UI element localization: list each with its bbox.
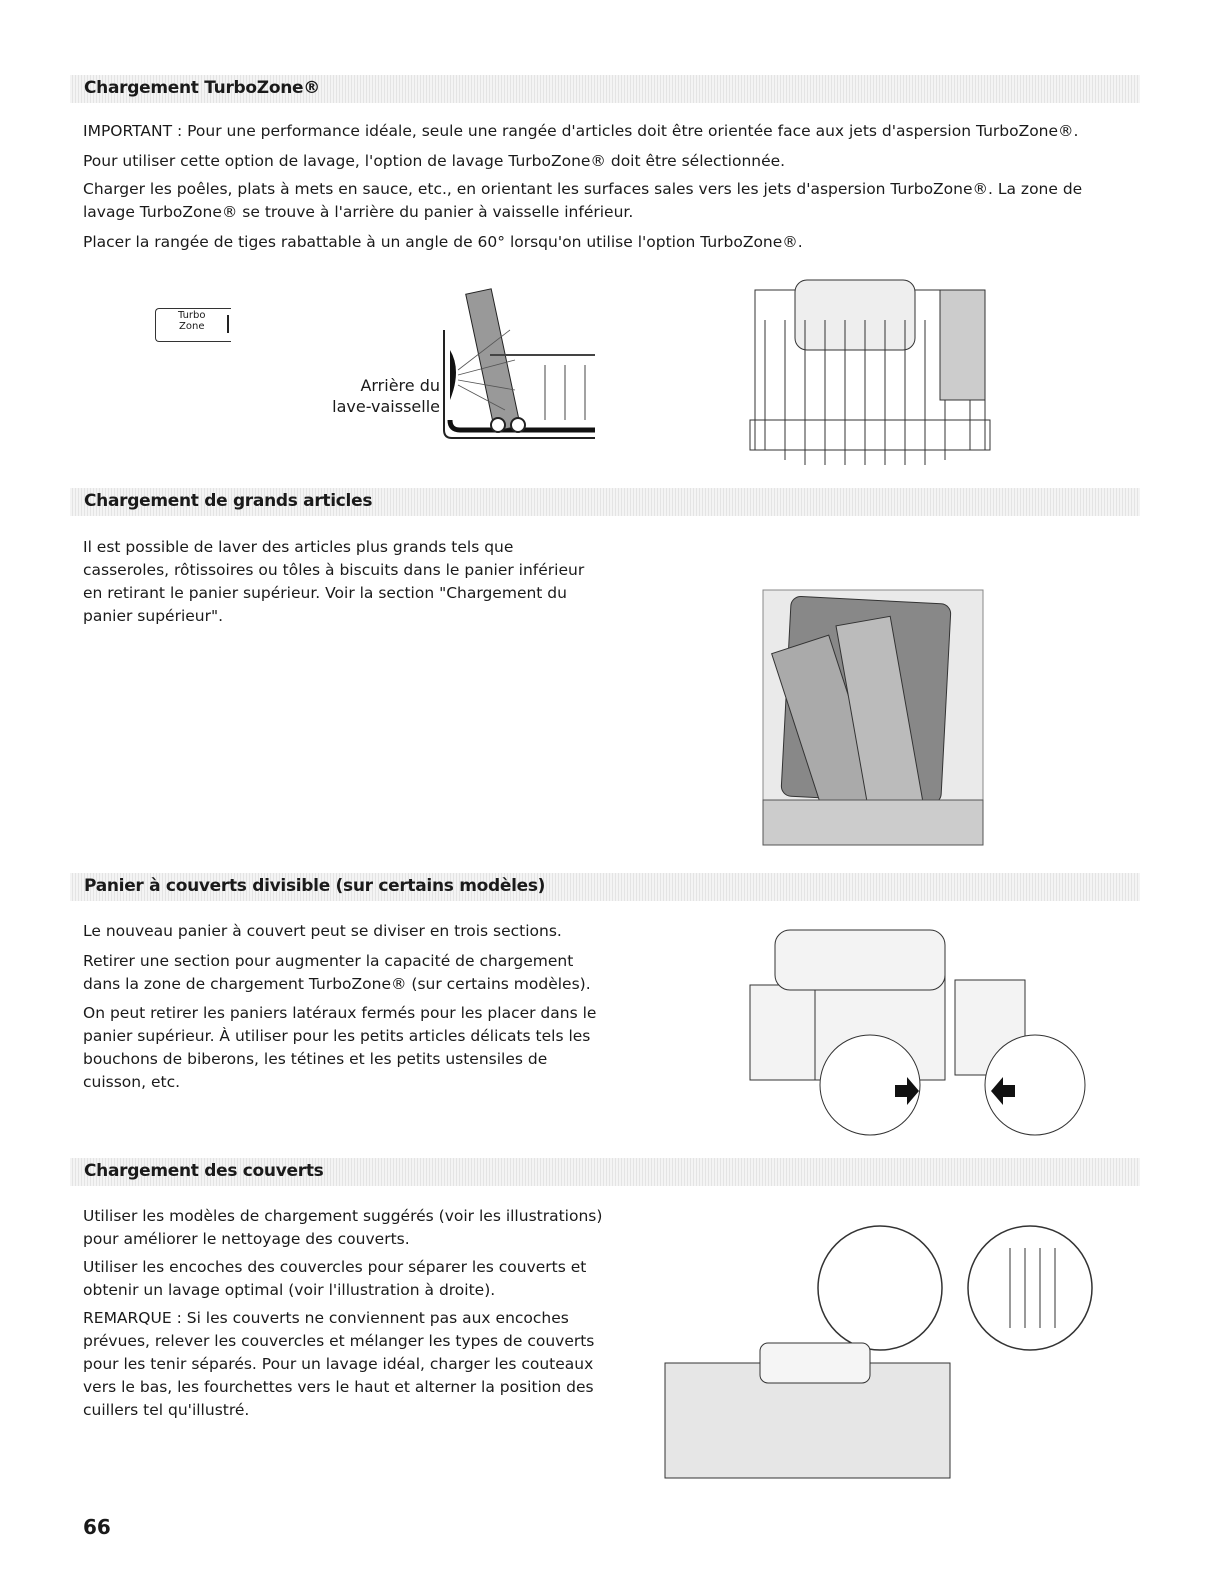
- lower-rack-illustration: [745, 270, 995, 485]
- section-header: [70, 75, 1140, 103]
- heading-divisible-basket: Panier à couverts divisible (sur certains modèles): [84, 876, 546, 896]
- divisible-basket-illustration: [745, 925, 1095, 1150]
- paragraph: Pour utiliser cette option de lavage, l'option de lavage TurboZone® doit être sélectionnée.: [83, 152, 786, 170]
- paragraph: Utiliser les modèles de chargement suggérés (voir les illustrations) pour améliorer le nettoyage des couverts.: [83, 1207, 603, 1248]
- rear-label: Arrière du lave-vaisselle: [332, 376, 440, 416]
- section-header: [70, 488, 1140, 516]
- heading-large-items: Chargement de grands articles: [84, 491, 373, 511]
- button-label: Zone: [179, 321, 205, 332]
- page-number: 66: [83, 1515, 111, 1539]
- paragraph: Placer la rangée de tiges rabattable à un angle de 60° lorsqu'on utilise l'option TurboZone®.: [83, 233, 803, 251]
- paragraph: Il est possible de laver des articles plus grands tels que casseroles, rôtissoires ou tôles à biscuits dans le panier inférieur en retirant le panier supérieur. Voir la section "Chargement du panier supérieur".: [83, 538, 585, 625]
- paragraph: Charger les poêles, plats à mets en sauce, etc., en orientant les surfaces sales vers les jets d'aspersion TurboZone®. La zone de lavage TurboZone® se trouve à l'arrière du panier à vaisselle inférieur.: [83, 180, 1083, 221]
- paragraph: REMARQUE : Si les couverts ne conviennent pas aux encoches prévues, relever les couvercles et mélanger les types de couverts pour les tenir séparés. Pour un lavage idéal, charger les couteaux vers le bas, les fourchettes vers le haut et alterner la position des cuillers tel qu'illustré.: [83, 1309, 595, 1419]
- paragraph: IMPORTANT : Pour une performance idéale, seule une rangée d'articles doit être orientée face aux jets d'aspersion TurboZone®.: [83, 122, 1079, 140]
- paragraph: Retirer une section pour augmenter la capacité de chargement dans la zone de chargement TurboZone® (sur certains modèles).: [83, 952, 591, 993]
- paragraph: Utiliser les encoches des couvercles pour séparer les couverts et obtenir un lavage optimal (voir l'illustration à droite).: [83, 1258, 587, 1299]
- turbozone-button-illustration: [155, 308, 231, 342]
- large-items-rack-illustration: [758, 560, 988, 850]
- silverware-basket-illustration: [660, 1218, 1100, 1483]
- button-label: Turbo: [178, 310, 206, 321]
- turbozone-spray-diagram: [440, 270, 600, 445]
- section-header: [70, 1158, 1140, 1186]
- heading-silverware: Chargement des couverts: [84, 1161, 324, 1181]
- paragraph: On peut retirer les paniers latéraux fermés pour les placer dans le panier supérieur. À utiliser pour les petits articles délicats tels les bouchons de biberons, les tétines et les petits ustensiles de cuisson, etc.: [83, 1004, 597, 1091]
- section-header: [70, 873, 1140, 901]
- paragraph: Le nouveau panier à couvert peut se diviser en trois sections.: [83, 922, 562, 940]
- heading-turbozone: Chargement TurboZone®: [84, 78, 320, 98]
